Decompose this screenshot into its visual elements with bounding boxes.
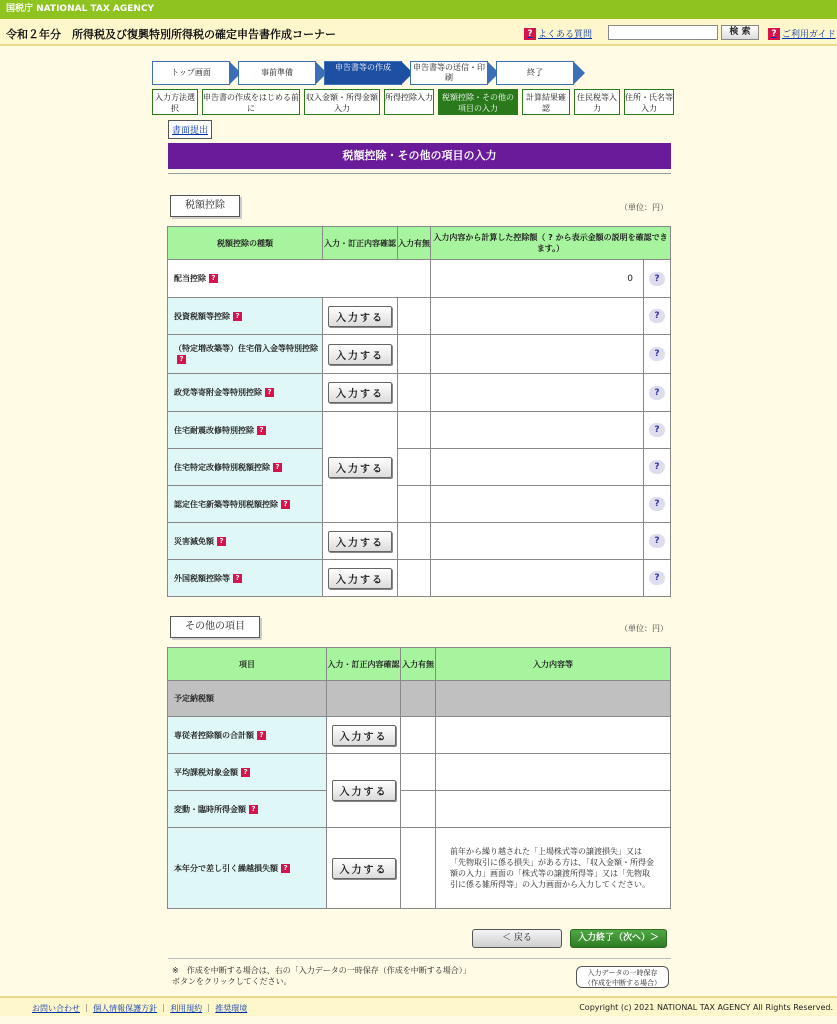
sub-step-deduction: 所得控除入力 [384,89,434,115]
presence-cell [401,791,436,828]
presence-cell [401,717,436,754]
divider [168,958,671,959]
help-icon[interactable]: ? [649,571,665,585]
submit-document-link[interactable]: 書面提出 [168,120,212,139]
table-row [168,828,671,909]
main-step-label: 事前準備 [261,68,293,77]
corner-title: 令和２年分 所得税及び復興特別所得税の確定申告書作成コーナー [6,28,336,41]
help-q-icon[interactable]: ? [257,426,266,435]
input-button[interactable]: 入力する [328,344,392,365]
search-input[interactable] [608,25,718,40]
row-label: 変動・臨時所得金額 [174,804,246,814]
save-label-line2: （作成を中断する場合） [584,979,661,987]
main-step-end [496,61,574,85]
help-icon[interactable]: ? [649,460,665,474]
computed-value [431,298,644,335]
button-cell [327,681,401,717]
presence-cell [398,412,431,449]
main-step-label: 申告書等の送信・印刷 [413,63,485,82]
faq-link[interactable] [524,27,592,40]
table-row [168,449,671,486]
computed-value [431,449,644,486]
table-row [168,412,671,449]
table-row [168,298,671,335]
computed-value [431,560,644,597]
tax-section-label: 税額控除 [170,195,240,217]
loss-note: 前年から繰り越された「上場株式等の譲渡損失」又は「先物取引に係る損失」がある方は、「収入金額・所得金額の入力」画面の「株式等の譲渡所得等」又は「先物取引に係る雑所得等」の入力画面から入力してください。 [436,828,671,909]
presence-cell [398,335,431,374]
presence-cell [398,374,431,412]
presence-cell [398,523,431,560]
col-item: 項目 [168,648,327,681]
footer-link-contact[interactable]: お問い合わせ [32,1004,80,1013]
next-button[interactable]: 入力終了（次へ）＞ [570,929,667,948]
main-step-label: 申告書等の作成 [335,63,391,72]
row-label: 平均課税対象金額 [174,767,238,777]
row-name [168,791,327,828]
sub-step-resident: 住民税等入力 [574,89,620,115]
help-icon[interactable]: ? [649,347,665,361]
help-q-icon[interactable]: ? [233,574,242,583]
main-step-prep [238,61,316,85]
footer-link-terms[interactable]: 利用規約 [170,1004,203,1013]
row-label: 住宅特定改修特別税額控除 [174,462,270,472]
row-label: 予定納税額 [174,694,214,703]
presence-cell [401,681,436,717]
content-cell [436,681,671,717]
row-label: 配当控除 [174,274,206,283]
table-row [168,486,671,523]
row-label: 災害減免額 [174,536,214,546]
button-cell [327,717,401,754]
input-button[interactable]: 入力する [328,306,392,327]
help-q-icon[interactable]: ? [209,274,218,283]
help-q-icon[interactable]: ? [257,731,266,740]
help-q-icon[interactable]: ? [241,768,250,777]
computed-value [431,374,644,412]
computed-value [431,412,644,449]
input-button[interactable]: 入力する [328,531,392,552]
main-step-top [152,61,230,85]
help-q-icon[interactable]: ? [265,388,274,397]
col-content: 入力内容等 [436,648,671,681]
row-name [168,754,327,791]
col-kind: 税額控除の種類 [168,227,323,260]
help-cell[interactable] [644,374,671,412]
input-button[interactable]: 入力する [328,457,392,478]
back-button[interactable]: ＜ 戻る [472,929,562,948]
other-unit-label: （単位：円） [620,624,668,633]
row-name [168,260,431,298]
presence-cell [401,754,436,791]
other-items-table [167,647,671,909]
row-name [168,298,323,335]
main-step-label: トップ画面 [171,68,211,77]
button-cell [323,298,398,335]
faq-label[interactable]: よくある質問 [538,30,593,40]
suspend-note: ※ 作成を中断する場合は、右の「入力データの一時保存（作成を中断する場合）」ボタンをクリックしてください。 [172,966,471,986]
help-q-icon[interactable]: ? [281,500,290,509]
row-name [168,523,323,560]
guide-icon: ? [768,28,780,40]
button-cell [323,523,398,560]
sub-step-address: 住所・氏名等入力 [624,89,674,115]
button-cell [323,412,398,523]
help-icon[interactable]: ? [649,534,665,548]
presence-cell [398,560,431,597]
col-confirm: 入力・訂正内容確認 [327,648,401,681]
row-name [168,335,323,374]
computed-value: 0 [431,260,644,298]
divider [168,173,671,174]
sub-step-before: 申告書の作成をはじめる前に [202,89,300,115]
question-icon: ? [524,28,536,40]
help-icon[interactable]: ? [649,272,665,286]
row-label: 本年分で差し引く繰越損失額 [174,863,278,873]
row-name [168,560,323,597]
help-q-icon[interactable]: ? [249,805,258,814]
row-name [168,681,327,717]
input-button[interactable]: 入力する [332,858,396,879]
help-icon[interactable]: ? [649,497,665,511]
button-cell [327,828,401,909]
computed-value [431,523,644,560]
computed-value [431,335,644,374]
table-row [168,260,671,298]
help-icon[interactable]: ? [649,386,665,400]
table-row [168,335,671,374]
input-button[interactable]: 入力する [332,725,396,746]
footer-link-environment[interactable]: 推奨環境 [215,1004,248,1013]
guide-label[interactable]: ご利用ガイド [782,30,836,40]
content-cell [436,791,671,828]
button-cell [327,754,401,828]
footer-link-privacy[interactable]: 個人情報保護方針 [93,1004,158,1013]
row-name [168,828,327,909]
presence-cell [401,828,436,909]
page-title: 税額控除・その他の項目の入力 [168,143,671,169]
table-row [168,791,671,828]
help-cell[interactable] [644,335,671,374]
table-row [168,717,671,754]
button-cell [323,560,398,597]
copyright: Copyright (c) 2021 NATIONAL TAX AGENCY All Rights Reserved. [579,1003,833,1012]
table-row [168,523,671,560]
help-q-icon[interactable]: ? [217,537,226,546]
search-button[interactable]: 検 索 [721,25,759,40]
temporary-save-button[interactable] [576,966,669,988]
content-cell [436,717,671,754]
help-icon[interactable]: ? [649,423,665,437]
sub-step-result: 計算結果確認 [522,89,570,115]
col-computed: 入力内容から計算した控除額（ ? から表示金額の説明を確認できます。） [431,227,671,260]
help-cell[interactable] [644,298,671,335]
presence-cell [398,298,431,335]
row-label: 外国税額控除等 [174,573,230,583]
table-row [168,374,671,412]
row-label: 住宅耐震改修特別控除 [174,425,254,435]
row-name [168,717,327,754]
presence-cell [398,486,431,523]
sub-step-tax-credit: 税額控除・その他の項目の入力 [438,89,518,115]
other-section-label: その他の項目 [170,616,260,638]
main-step-label: 終了 [527,68,543,77]
content-cell [436,754,671,791]
button-cell [323,374,398,412]
tax-unit-label: （単位：円） [620,203,668,212]
table-row [168,681,671,717]
computed-value [431,486,644,523]
main-step-send [410,61,488,85]
table-row [168,754,671,791]
sub-step-income: 収入金額・所得金額入力 [304,89,380,115]
row-label: （特定増改築等）住宅借入金等特別控除 [174,344,318,353]
input-button[interactable]: 入力する [332,780,396,801]
agency-banner: 国税庁 NATIONAL TAX AGENCY [0,0,837,19]
help-cell[interactable] [644,523,671,560]
row-name [168,449,323,486]
help-q-icon[interactable]: ? [273,463,282,472]
help-cell[interactable] [644,260,671,298]
input-button[interactable]: 入力する [328,568,392,589]
help-icon[interactable]: ? [649,309,665,323]
row-name [168,412,323,449]
input-button[interactable]: 入力する [328,382,392,403]
guide-link[interactable] [768,27,836,40]
row-name [168,486,323,523]
row-label: 専従者控除額の合計額 [174,730,254,740]
help-q-icon[interactable]: ? [281,864,290,873]
help-cell[interactable] [644,560,671,597]
footer-links: お問い合わせ ｜ 個人情報保護方針 ｜ 利用規約 ｜ 推奨環境 [32,1004,248,1013]
save-label-line1: 入力データの一時保存 [587,969,658,977]
tax-credit-table [167,226,671,597]
help-q-icon[interactable]: ? [233,312,242,321]
help-q-icon[interactable]: ? [177,355,186,364]
col-confirm: 入力・訂正内容確認 [323,227,398,260]
col-presence: 入力有無 [401,648,436,681]
help-cell[interactable] [644,449,671,486]
row-label: 政党等寄附金等特別控除 [174,388,262,397]
row-label: 投資税額等控除 [174,311,230,321]
row-name [168,374,323,412]
presence-cell [398,449,431,486]
row-label: 認定住宅新築等特別税額控除 [174,499,278,509]
help-cell[interactable] [644,486,671,523]
button-cell [323,335,398,374]
main-step-create [324,61,402,85]
footer [0,996,837,1016]
table-row [168,560,671,597]
help-cell[interactable] [644,412,671,449]
col-presence: 入力有無 [398,227,431,260]
sub-step-method: 入力方法選択 [152,89,198,115]
title-bar [0,19,837,46]
